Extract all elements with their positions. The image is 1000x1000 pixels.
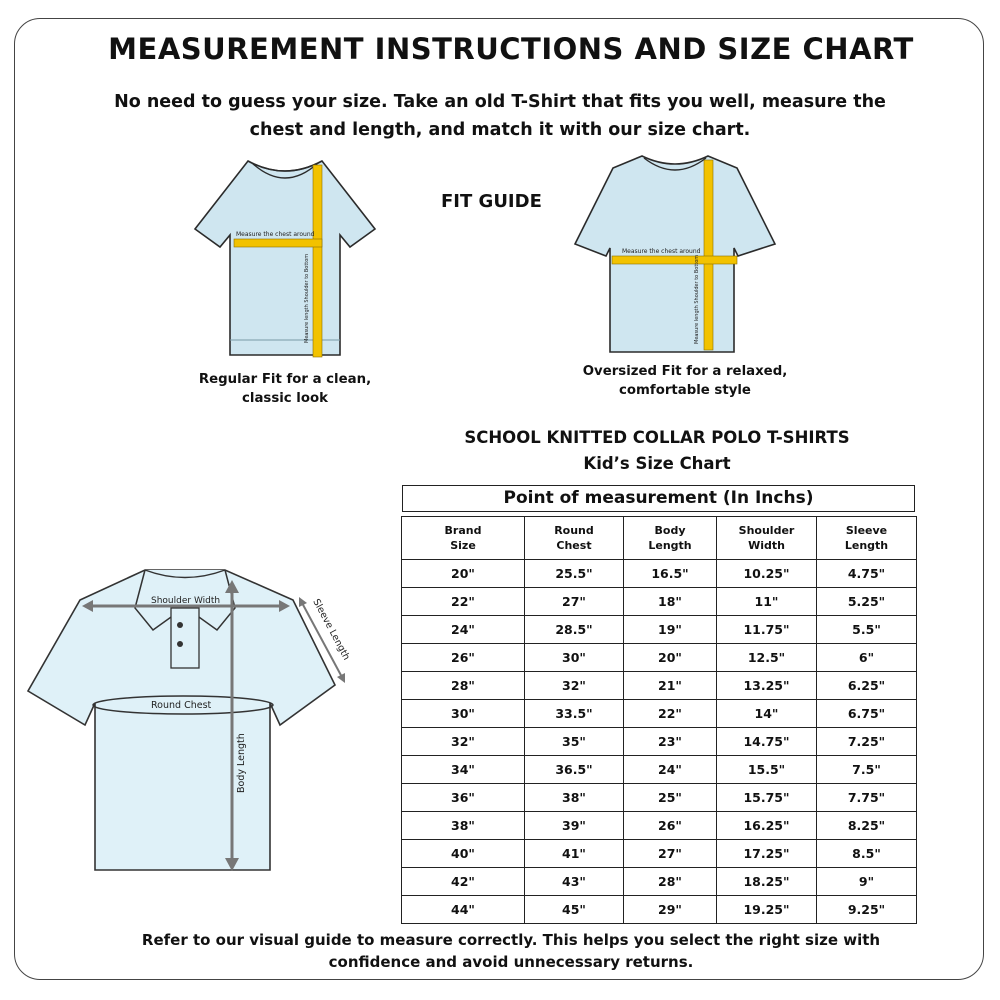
table-cell: 36" [402, 784, 525, 812]
table-row [402, 784, 917, 812]
table-cell: 7.5" [817, 756, 917, 784]
table-cell: 40" [402, 840, 525, 868]
shoulder-width-label: Shoulder Width [151, 596, 221, 606]
oversized-chest-label: Measure the chest around [622, 248, 701, 255]
tape-vertical [313, 165, 322, 357]
table-cell: 32" [402, 728, 525, 756]
table-cell: 26" [624, 812, 717, 840]
table-cell: 12.5" [717, 644, 817, 672]
header-body-length: Body Length [624, 517, 717, 560]
oversized-fit-caption: Oversized Fit for a relaxed, comfortable style [582, 364, 788, 398]
table-row [402, 756, 917, 784]
table-cell: 25.5" [525, 560, 624, 588]
table-row [402, 560, 917, 588]
table-cell: 38" [402, 812, 525, 840]
round-chest-label: Round Chest [151, 700, 212, 711]
table-cell: 10.25" [717, 560, 817, 588]
table-cell: 7.25" [817, 728, 917, 756]
table-cell: 21" [624, 672, 717, 700]
table-cell: 36.5" [525, 756, 624, 784]
footer-note: Refer to our visual guide to measure correctly. This helps you select the right size with confidence and avoid unnecessary returns. [141, 931, 881, 971]
table-cell: 41" [525, 840, 624, 868]
table-cell: 43" [525, 868, 624, 896]
table-row [402, 728, 917, 756]
table-row [402, 812, 917, 840]
table-cell: 4.75" [817, 560, 917, 588]
table-cell: 38" [525, 784, 624, 812]
oversized-length-label: Measure length Shoulder to Bottom [694, 254, 700, 344]
table-cell: 5.25" [817, 588, 917, 616]
intro-text: No need to guess your size. Take an old T-Shirt that fits you well, measure the chest and length, and match it with our size chart. [114, 92, 886, 140]
table-cell: 28" [402, 672, 525, 700]
size-chart-title: SCHOOL KNITTED COLLAR POLO T-SHIRTS [464, 428, 850, 447]
regular-fit-tshirt-illustration [190, 155, 380, 360]
table-cell: 22" [402, 588, 525, 616]
table-row [402, 588, 917, 616]
table-cell: 5.5" [817, 616, 917, 644]
table-cell: 7.75" [817, 784, 917, 812]
table-cell: 24" [402, 616, 525, 644]
table-cell: 20" [624, 644, 717, 672]
table-cell: 11.75" [717, 616, 817, 644]
point-of-measurement-header: Point of measurement (In Inchs) [402, 485, 915, 512]
table-cell: 15.5" [717, 756, 817, 784]
table-row [402, 700, 917, 728]
table-cell: 27" [525, 588, 624, 616]
table-cell: 25" [624, 784, 717, 812]
table-cell: 19.25" [717, 896, 817, 924]
table-cell: 11" [717, 588, 817, 616]
polo-shirt-diagram [25, 563, 355, 875]
table-cell: 6.75" [817, 700, 917, 728]
table-cell: 33.5" [525, 700, 624, 728]
header-shoulder-width: Shoulder Width [717, 517, 817, 560]
table-cell: 17.25" [717, 840, 817, 868]
tape-horizontal [234, 239, 322, 247]
header-brand-size: Brand Size [402, 517, 525, 560]
table-cell: 26" [402, 644, 525, 672]
table-row [402, 840, 917, 868]
table-cell: 28.5" [525, 616, 624, 644]
table-row [402, 672, 917, 700]
table-cell: 6" [817, 644, 917, 672]
tape-vertical [704, 160, 713, 350]
table-cell: 30" [525, 644, 624, 672]
tape-horizontal [612, 256, 737, 264]
table-cell: 8.25" [817, 812, 917, 840]
table-header-row [402, 517, 917, 560]
table-cell: 30" [402, 700, 525, 728]
regular-length-label: Measure length Shoulder to Bottom [304, 253, 310, 343]
table-cell: 22" [624, 700, 717, 728]
table-cell: 44" [402, 896, 525, 924]
size-chart-subtitle: Kid’s Size Chart [583, 454, 731, 473]
table-cell: 9" [817, 868, 917, 896]
table-cell: 6.25" [817, 672, 917, 700]
table-cell: 24" [624, 756, 717, 784]
table-cell: 20" [402, 560, 525, 588]
table-cell: 23" [624, 728, 717, 756]
header-round-chest: Round Chest [525, 517, 624, 560]
table-row [402, 868, 917, 896]
table-cell: 35" [525, 728, 624, 756]
table-row [402, 644, 917, 672]
table-cell: 29" [624, 896, 717, 924]
table-cell: 14.75" [717, 728, 817, 756]
regular-fit-caption: Regular Fit for a clean, classic look [198, 372, 372, 406]
table-cell: 18" [624, 588, 717, 616]
table-cell: 19" [624, 616, 717, 644]
table-cell: 28" [624, 868, 717, 896]
table-cell: 16.5" [624, 560, 717, 588]
table-cell: 13.25" [717, 672, 817, 700]
table-row [402, 896, 917, 924]
table-cell: 45" [525, 896, 624, 924]
body-length-label: Body Length [236, 733, 247, 793]
table-cell: 32" [525, 672, 624, 700]
oversized-fit-tshirt-illustration [572, 152, 778, 357]
table-cell: 15.75" [717, 784, 817, 812]
table-cell: 27" [624, 840, 717, 868]
table-cell: 42" [402, 868, 525, 896]
header-sleeve-length: Sleeve Length [817, 517, 917, 560]
table-cell: 16.25" [717, 812, 817, 840]
page-title: MEASUREMENT INSTRUCTIONS AND SIZE CHART [108, 32, 914, 66]
fit-guide-heading: FIT GUIDE [441, 191, 542, 212]
table-row [402, 616, 917, 644]
table-cell: 8.5" [817, 840, 917, 868]
table-cell: 18.25" [717, 868, 817, 896]
table-cell: 9.25" [817, 896, 917, 924]
table-cell: 34" [402, 756, 525, 784]
table-cell: 14" [717, 700, 817, 728]
table-cell: 39" [525, 812, 624, 840]
regular-chest-label: Measure the chest around [236, 231, 315, 238]
sleeve-length-label: Sleeve Length [310, 597, 352, 663]
size-chart-table [401, 516, 917, 924]
